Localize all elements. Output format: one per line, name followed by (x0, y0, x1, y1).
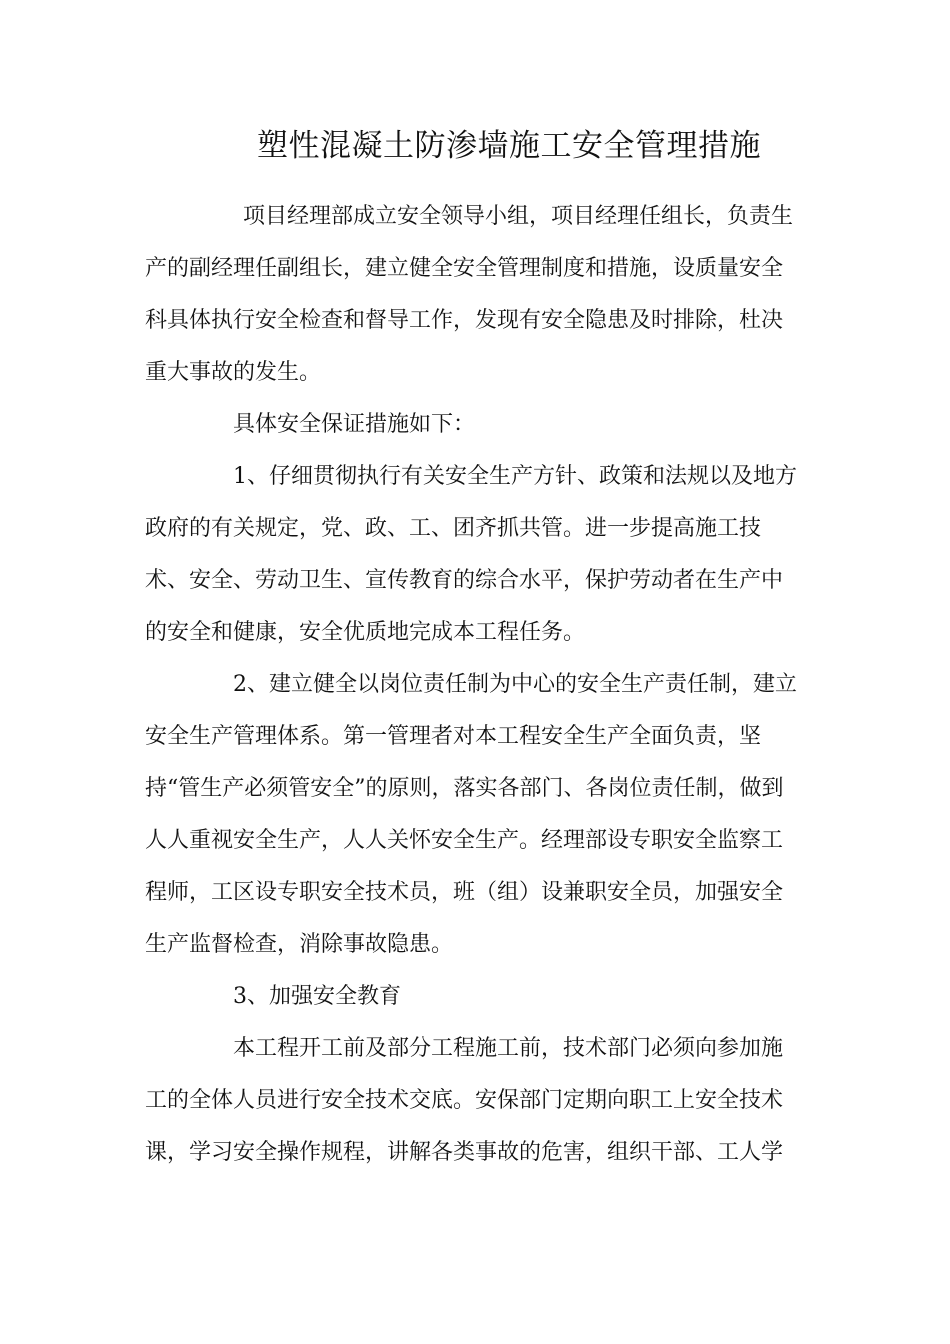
paragraph-line: 持“管生产必须管安全”的原则，落实各部门、各岗位责任制，做到 (145, 776, 784, 801)
paragraph-line: 安全生产管理体系。第一管理者对本工程安全生产全面负责，坚 (145, 724, 762, 749)
paragraph-line: 人人重视安全生产，人人关怀安全生产。经理部设专职安全监察工 (145, 828, 784, 853)
document-title: 塑性混凝土防渗墙施工安全管理措施 (257, 128, 761, 164)
paragraph-line: 术、安全、劳动卫生、宣传教育的综合水平，保护劳动者在生产中 (145, 568, 784, 593)
paragraph-line: 重大事故的发生。 (145, 360, 322, 385)
paragraph-line: 程师，工区设专职安全技术员，班（组）设兼职安全员，加强安全 (145, 880, 784, 905)
paragraph-line: 工的全体人员进行安全技术交底。安保部门定期向职工上安全技术 (145, 1088, 784, 1113)
document-body (145, 191, 810, 1179)
paragraph-line: 具体安全保证措施如下： (233, 412, 476, 437)
paragraph-line: 1、仔细贯彻执行有关安全生产方针、政策和法规以及地方 (233, 464, 797, 489)
paragraph-line: 产的副经理任副组长，建立健全安全管理制度和措施，设质量安全 (145, 256, 784, 281)
paragraph-line: 课，学习安全操作规程，讲解各类事故的危害，组织干部、工人学 (145, 1140, 784, 1165)
paragraph-line: 科具体执行安全检查和督导工作，发现有安全隐患及时排除，杜决 (145, 308, 784, 333)
paragraph-line: 的安全和健康，安全优质地完成本工程任务。 (145, 620, 586, 645)
paragraph-line: 项目经理部成立安全领导小组，项目经理任组长，负责生 (243, 204, 794, 229)
paragraph-line: 2、建立健全以岗位责任制为中心的安全生产责任制，建立 (233, 672, 797, 697)
paragraph-line: 本工程开工前及部分工程施工前，技术部门必须向参加施 (233, 1036, 784, 1061)
paragraph-line: 3、加强安全教育 (233, 984, 401, 1009)
paragraph-line: 政府的有关规定，党、政、工、团齐抓共管。进一步提高施工技 (145, 516, 762, 541)
paragraph-line: 生产监督检查，消除事故隐患。 (145, 932, 454, 957)
